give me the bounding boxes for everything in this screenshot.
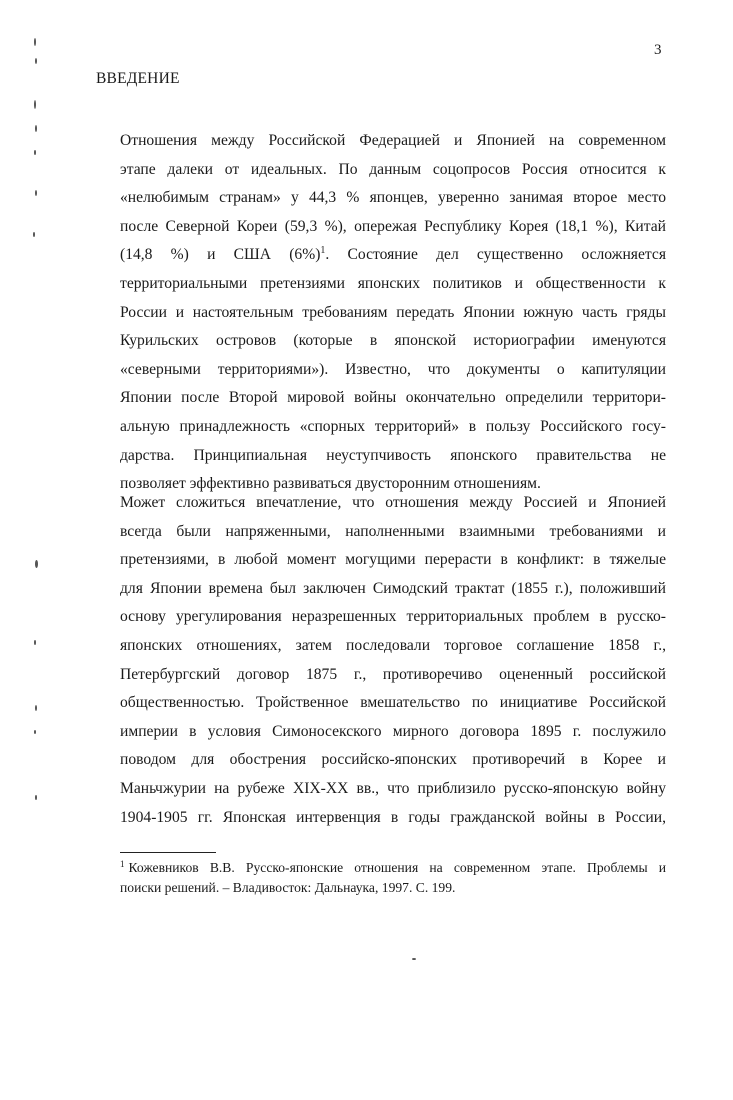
text-line: Курильских островов (которые в японской историографии именуются xyxy=(120,332,666,350)
scan-artifact xyxy=(34,640,36,645)
text-line: Петербургский договор 1875 г., противоречиво оцененный российской xyxy=(120,665,666,683)
text-line: дарства. Принципиальная неуступчивость японского правительства не xyxy=(120,446,666,464)
footnote-reference: 1 xyxy=(320,245,326,257)
text-line: после Северной Кореи (59,3 %), опережая Республику Корея (18,1 %), Китай xyxy=(120,217,666,235)
text-line: 1904-1905 гг. Японская интервенция в годы гражданской войны в России, xyxy=(120,808,666,826)
text-line-end: . Состояние дел существенно осложняется xyxy=(325,246,666,264)
text-line: империи в условия Симоносекского мирного договора 1895 г. послужило xyxy=(120,722,666,740)
scan-artifact xyxy=(34,150,36,155)
footnote-mark: 1 xyxy=(120,859,125,869)
page-number: 3 xyxy=(654,42,662,58)
paragraph-1 xyxy=(120,127,666,499)
scan-artifact xyxy=(35,190,37,196)
footnote-line xyxy=(120,858,666,878)
section-heading: ВВЕДЕНИЕ xyxy=(96,70,180,87)
text-line: общественностью. Тройственное вмешательство по инициативе Российской xyxy=(120,694,666,712)
text-line: территориальными претензиями японских политиков и общественности к xyxy=(120,274,666,292)
scan-artifact xyxy=(412,958,416,960)
text-line-with-footnote xyxy=(120,241,666,270)
text-line: Японии после Второй мировой войны окончательно определили территори- xyxy=(120,389,666,407)
text-line: претензиями, в любой момент могущими перерасти в конфликт: в тяжелые xyxy=(120,551,666,569)
scan-artifact xyxy=(35,705,37,711)
scan-artifact xyxy=(35,58,37,64)
text-line: Отношения между Российской Федерацией и Японией на современном xyxy=(120,132,666,149)
text-line: «нелюбимым странам» у 44,3 % японцев, уверенно занимая второе место xyxy=(120,189,666,207)
scan-artifact xyxy=(33,232,35,237)
text-line: Может сложиться впечатление, что отношения между Россией и Японией xyxy=(120,494,666,511)
paragraph-2 xyxy=(120,489,666,832)
footnote-separator xyxy=(120,852,216,853)
text-line: для Японии времена был заключен Симодский трактат (1855 г.), положивший xyxy=(120,579,666,597)
text-line: позволяет эффективно развиваться двусторонним отношениям. xyxy=(120,475,541,493)
footnote-line: поиски решений. – Владивосток: Дальнаука, 1997. С. 199. xyxy=(120,879,456,895)
scan-artifact xyxy=(35,125,37,132)
text-line: этапе далеки от идеальных. По данным соцопросов Россия относится к xyxy=(120,160,666,178)
text-line: России и настоятельным требованиям передать Японии южную часть гряды xyxy=(120,303,666,321)
text-line: основу урегулирования неразрешенных территориальных проблем в русско- xyxy=(120,608,666,626)
text-line-start: (14,8 %) и США (6%) xyxy=(120,246,321,264)
footnote-line-text: Кожевников В.В. Русско-японские отношения на современном этапе. Проблемы и xyxy=(128,860,666,875)
text-line: всегда были напряженными, наполненными взаимными требованиями и xyxy=(120,522,666,540)
text-line: японских отношениях, затем последовали торговое соглашение 1858 г., xyxy=(120,636,666,654)
scan-artifact xyxy=(35,795,37,800)
scan-artifact xyxy=(35,560,38,568)
footnote xyxy=(120,858,666,897)
scan-artifact xyxy=(34,100,36,109)
text-line: поводом для обострения российско-японских противоречий в Корее и xyxy=(120,751,666,769)
scan-artifact xyxy=(34,730,36,734)
text-line: «северными территориями»). Известно, что документы о капитуляции xyxy=(120,360,666,378)
text-line: Маньчжурии на рубеже XIX-XX вв., что приблизило русско-японскую войну xyxy=(120,779,666,797)
text-line: альную принадлежность «спорных территорий» в пользу Российского госу- xyxy=(120,417,666,435)
scan-artifact xyxy=(34,38,36,46)
